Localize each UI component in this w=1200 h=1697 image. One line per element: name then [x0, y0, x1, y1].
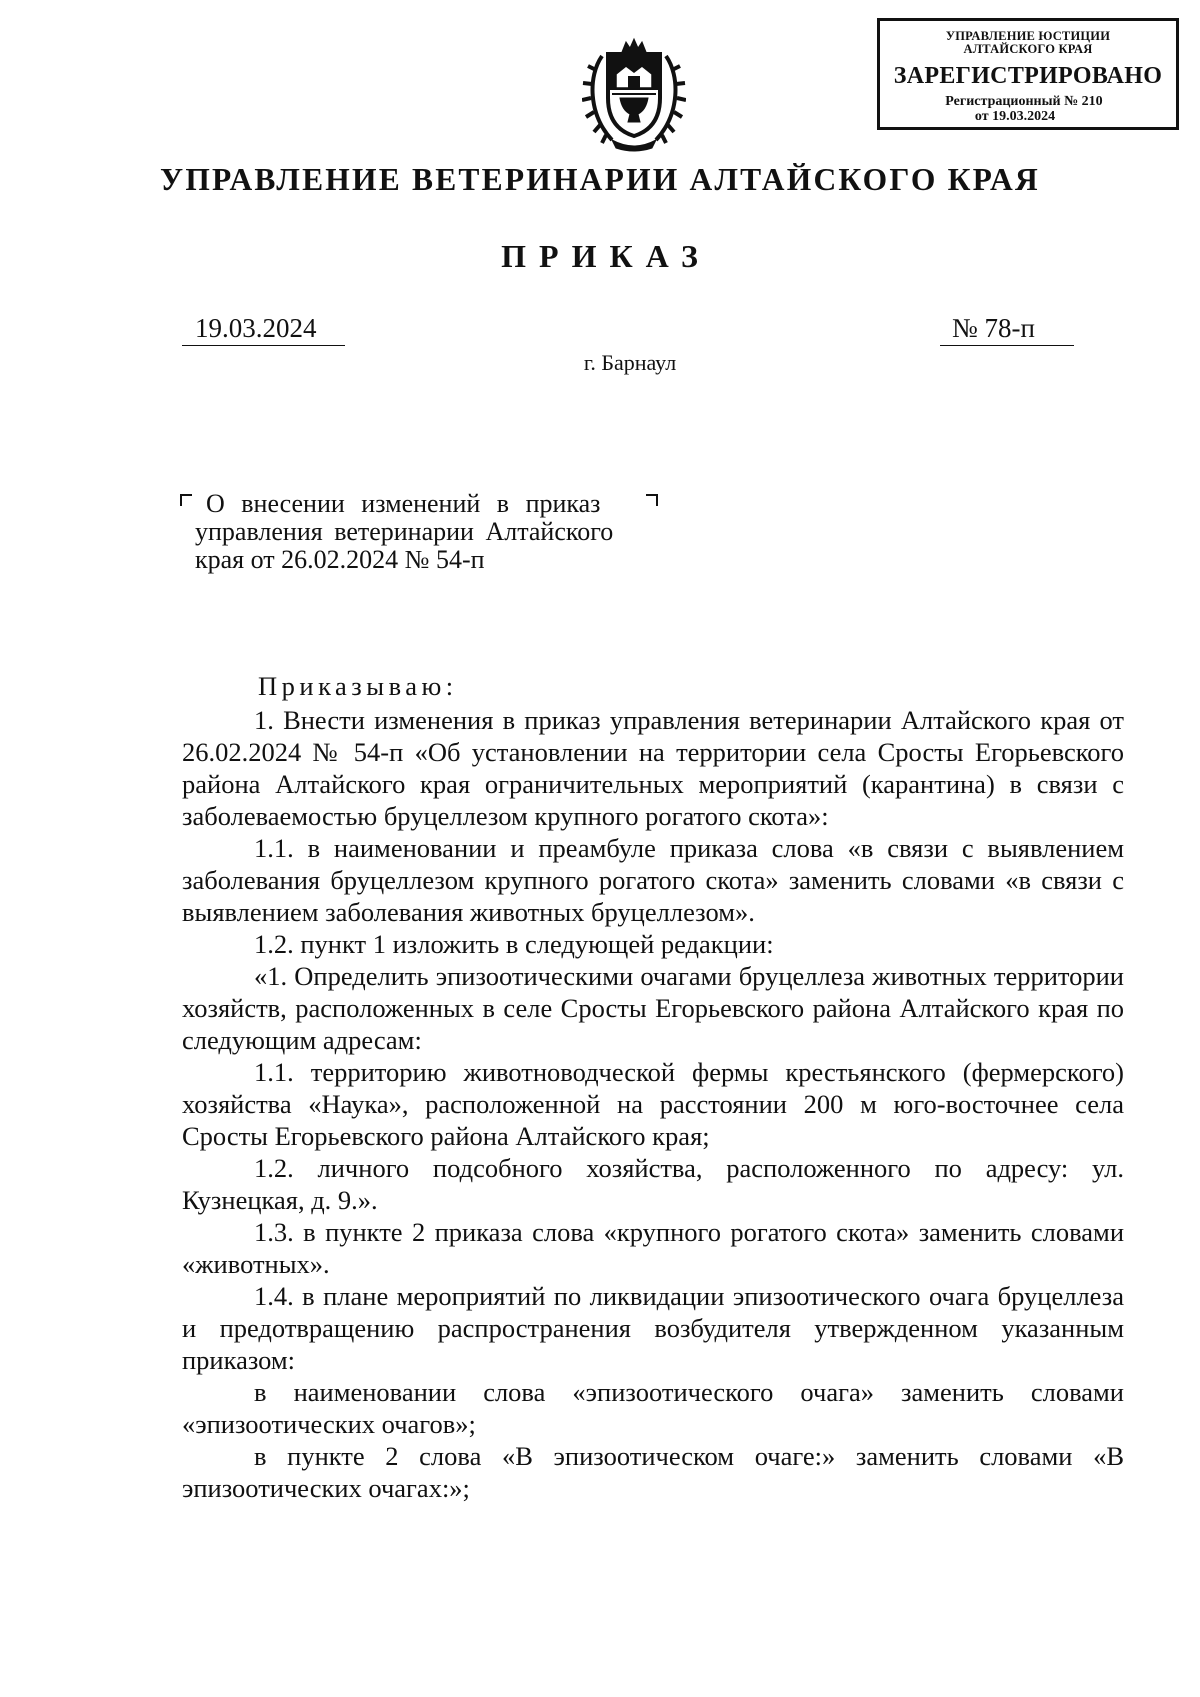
paragraph: 1.3. в пункте 2 приказа слова «крупного рогатого скота» заменить словами «животных».	[182, 1217, 1124, 1279]
paragraph: 1.2. личного подсобного хозяйства, расположенного по адресу: ул. Кузнецкая, д. 9.».	[182, 1153, 1124, 1215]
order-word: Приказываю:	[258, 671, 458, 701]
stamp-reg-number: Регистрационный № 210	[945, 94, 1103, 109]
paragraph: «1. Определить эпизоотическими очагами бруцеллеза животных территории хозяйств, расположенных в селе Сросты Егорьевского района Алтайского края по следующим адресам:	[182, 961, 1124, 1055]
stamp-registration	[880, 94, 1176, 124]
stamp-org	[880, 30, 1176, 56]
registration-stamp	[877, 18, 1179, 130]
organization-title: УПРАВЛЕНИЕ ВЕТЕРИНАРИИ АЛТАЙСКОГО КРАЯ	[160, 162, 1040, 197]
stamp-status: ЗАРЕГИСТРИРОВАНО	[893, 63, 1163, 89]
subject-line: управления ветеринарии Алтайского	[195, 517, 614, 546]
stamp-org-line1: УПРАВЛЕНИЕ ЮСТИЦИИ	[945, 29, 1111, 43]
document-subject	[182, 490, 652, 574]
paragraph: в пункте 2 слова «В эпизоотическом очаге:» заменить словами «В эпизоотических очагах:»;	[182, 1441, 1124, 1503]
document-date: 19.03.2024	[182, 313, 345, 346]
document-body	[182, 670, 1124, 1504]
coat-of-arms-icon	[582, 36, 686, 154]
paragraph: 1.1. в наименовании и преамбуле приказа слова «в связи с выявлением заболевания бруцеллезом крупного рогатого скота» заменить словами «в связи с выявлением заболевания животных бруцеллезом».	[182, 833, 1124, 927]
subject-line: края от 26.02.2024 № 54-п	[195, 545, 485, 574]
paragraph: 1.2. пункт 1 изложить в следующей редакции:	[254, 929, 774, 959]
paragraph: в наименовании слова «эпизоотического очага» заменить словами «эпизоотических очагов»;	[182, 1377, 1124, 1439]
document-city: г. Барнаул	[583, 350, 677, 375]
subject-line: О внесении изменений в приказ	[206, 489, 601, 518]
document-number: № 78-п	[940, 313, 1074, 346]
paragraph: 1. Внести изменения в приказ управления ветеринарии Алтайского края от 26.02.2024 № 54-п «Об установлении на территории села Сросты Егорьевского района Алтайского края ограничительных мероприятий (карантина) в связи с заболеваемостью бруцеллезом крупного рогатого скота»:	[182, 705, 1124, 831]
paragraph: 1.1. территорию животноводческой фермы крестьянского (фермерского) хозяйства «Наука», расположенной на расстоянии 200 м юго-восточнее села Сросты Егорьевского района Алтайского края;	[182, 1057, 1124, 1151]
document-type: ПРИКАЗ	[501, 238, 711, 274]
paragraph: 1.4. в плане мероприятий по ликвидации эпизоотического очага бруцеллеза и предотвращению распространения возбудителя утвержденном указанным приказом:	[182, 1281, 1124, 1375]
stamp-reg-date: от 19.03.2024	[974, 109, 1056, 124]
stamp-org-line2: АЛТАЙСКОГО КРАЯ	[963, 42, 1093, 56]
